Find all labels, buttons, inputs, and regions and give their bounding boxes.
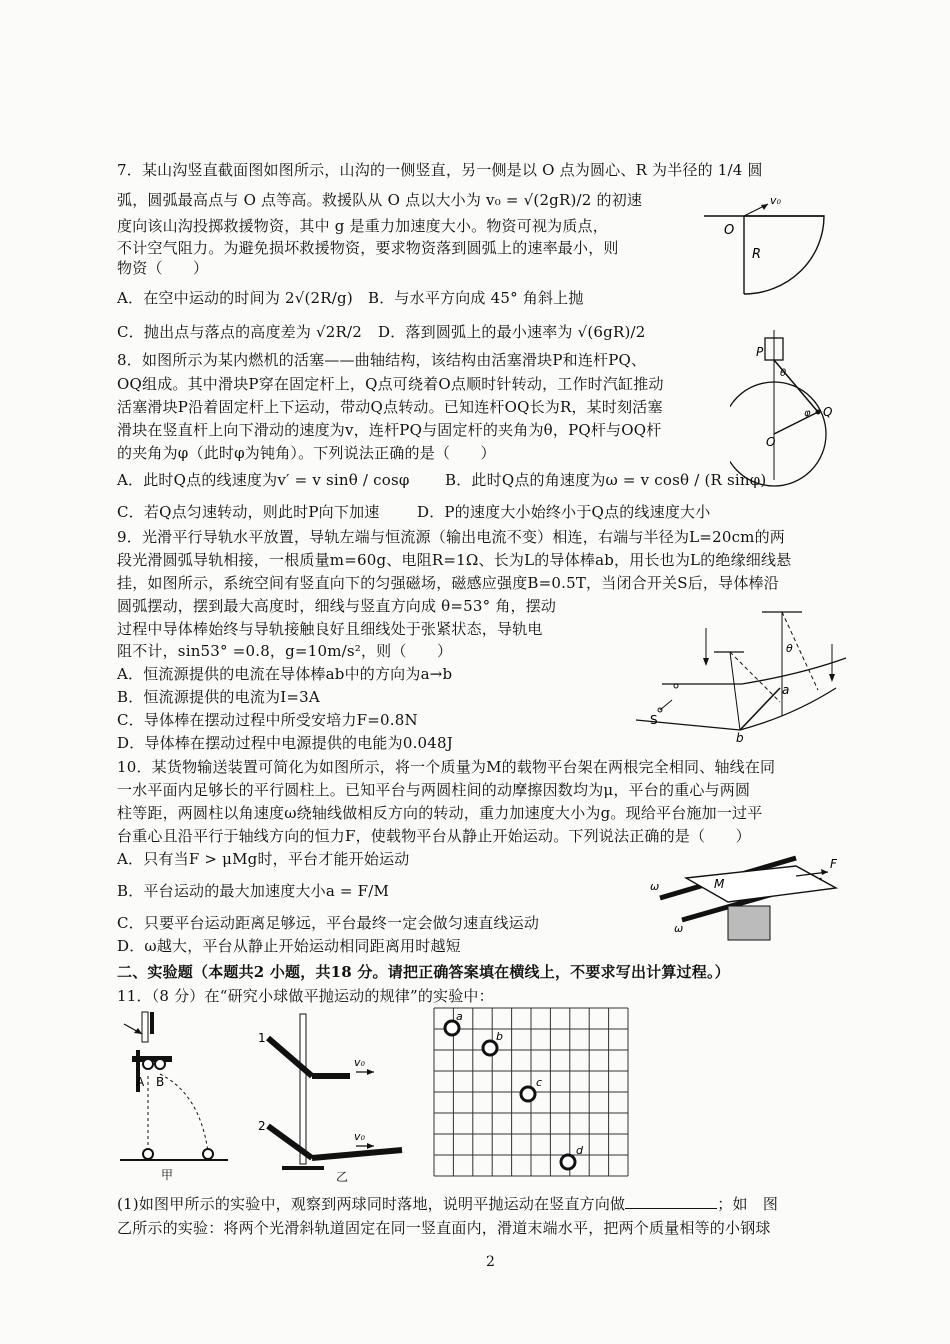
q11-figure-yi bbox=[250, 1008, 410, 1178]
q11-jia-b: B bbox=[156, 1075, 165, 1089]
q11-answer-blank[interactable] bbox=[625, 1194, 717, 1209]
q7-fig-v0: v₀ bbox=[770, 194, 781, 207]
grid-label-c: c bbox=[536, 1076, 543, 1089]
q8-option-b: B．此时Q点的角速度为ω = v cosθ / (R sinφ) bbox=[445, 471, 767, 489]
q10-line4: 台重心且沿平行于轴线方向的恒力F，使载物平台从静止开始运动。下列说法正确的是（ ） bbox=[117, 827, 751, 845]
q8-line2: OQ组成。其中滑块P穿在固定杆上，Q点可绕着O点顺时针转动，工作时汽缸推动 bbox=[117, 375, 664, 393]
q10-line3: 柱等距，两圆柱以角速度ω绕轴线做相反方向的转动，重力加速度大小为g。现给平台施加一过平 bbox=[117, 804, 763, 822]
section-experiment-heading: 二、实验题（本题共2 小题，共18 分。请把正确答案填在横线上，不要求写出计算过程。） bbox=[117, 963, 730, 981]
q9-line6: 阻不计，sin53° =0.8，g=10m/s²，则（ ） bbox=[117, 642, 453, 660]
q7-figure bbox=[700, 188, 840, 300]
q7-line1: 7．某山沟竖直截面图如图所示，山沟的一侧竖直，另一侧是以 O 点为圆心、R 为半径的 1/4 圆 bbox=[117, 161, 763, 179]
q7-option-b: B．与水平方向成 45° 角斜上抛 bbox=[368, 289, 584, 307]
q9-line2: 段光滑圆弧导轨相接，一根质量m=60g、电阻R=1Ω、长为L的导体棒ab，用长也为L的绝缘细线悬 bbox=[117, 551, 792, 569]
q8-figure bbox=[730, 330, 840, 490]
q10-fig-w1: ω bbox=[650, 880, 660, 893]
q10-option-d: D．ω越大，平台从静止开始运动相同距离用时越短 bbox=[117, 937, 461, 955]
q11-jia-a: A bbox=[136, 1075, 145, 1089]
q8-line5: 的夹角为φ（此时φ为钝角）。下列说法正确的是（ ） bbox=[117, 444, 496, 462]
grid-label-a: a bbox=[456, 1010, 463, 1023]
q10-option-b: B．平台运动的最大加速度大小a = F/M bbox=[117, 882, 390, 900]
q7-option-c: C．抛出点与落点的高度差为 √2R/2 bbox=[117, 323, 363, 341]
q8-line1: 8．如图所示为某内燃机的活塞——曲轴结构，该结构由活塞滑块P和连杆PQ、 bbox=[117, 351, 647, 369]
q11-line3: 乙所示的实验：将两个光滑斜轨道固定在同一竖直面内，滑道末端水平，把两个质量相等的小钢球 bbox=[117, 1219, 771, 1237]
q7-line4: 不计空气阻力。为避免损坏救援物资，要求物资落到圆弧上的速率最小，则 bbox=[117, 239, 619, 257]
q11-line2-tail: ；如 图 bbox=[717, 1195, 779, 1213]
grid-point-d bbox=[561, 1155, 575, 1169]
q9-line5: 过程中导体棒始终与导轨接触良好且细线处于张紧状态，导轨电 bbox=[117, 620, 543, 638]
q9-option-d: D．导体棒在摆动过程中电源提供的电能为0.048J bbox=[117, 734, 453, 752]
q9-option-c: C．导体棒在摆动过程中所受安培力F=0.8N bbox=[117, 711, 418, 729]
page-number: 2 bbox=[486, 1254, 495, 1270]
q9-fig-a: a bbox=[782, 683, 790, 697]
q11-line1: 11．（8 分）在“研究小球做平抛运动的规律”的实验中： bbox=[117, 987, 494, 1005]
q9-line1: 9．光滑平行导轨水平放置，导轨左端与恒流源（输出电流不变）相连，右端与半径为L=20cm的两 bbox=[117, 528, 785, 546]
q9-fig-b: b bbox=[736, 731, 744, 744]
q7-line2: 弧，圆弧最高点与 O 点等高。救援队从 O 点以大小为 v₀ = √(2gR)/2 的初速 bbox=[117, 191, 643, 209]
q10-option-c: C．只要平台运动距离足够远，平台最终一定会做匀速直线运动 bbox=[117, 914, 540, 932]
q11-jia-caption: 甲 bbox=[161, 1168, 174, 1182]
q7-line3: 度向该山沟投掷救援物资，其中 g 是重力加速度大小。物资可视为质点， bbox=[117, 217, 608, 235]
q10-fig-w2: ω bbox=[674, 922, 684, 935]
q10-line1: 10．某货物输送装置可简化为如图所示，将一个质量为M的载物平台架在两根完全相同、轴线在同 bbox=[117, 758, 776, 776]
grid-label-d: d bbox=[576, 1144, 583, 1157]
q11-yi-n2: 2 bbox=[258, 1119, 266, 1133]
q8-option-a: A．此时Q点的线速度为v′ = v sinθ / cosφ bbox=[117, 471, 410, 489]
grid-label-b: b bbox=[496, 1030, 503, 1043]
q11-yi-v0a: v₀ bbox=[354, 1056, 365, 1069]
q7-option-d: D．落到圆弧上的最小速率为 √(6gR)/2 bbox=[378, 323, 646, 341]
q11-yi-n1: 1 bbox=[258, 1031, 266, 1045]
q10-fig-f: F bbox=[830, 857, 837, 871]
q10-fig-m: M bbox=[714, 877, 725, 891]
q11-line2-text: (1)如图甲所示的实验中，观察到两球同时落地，说明平抛运动在竖直方向做 bbox=[117, 1195, 626, 1213]
q10-figure bbox=[646, 850, 846, 948]
grid-point-c bbox=[521, 1087, 535, 1101]
q8-fig-theta: θ bbox=[780, 368, 787, 379]
q8-line3: 活塞滑块P沿着固定杆上下运动，带动Q点转动。已知连杆OQ长为R，某时刻活塞 bbox=[117, 398, 663, 416]
q9-option-a: A．恒流源提供的电流在导体棒ab中的方向为a→b bbox=[117, 665, 453, 683]
q8-option-d: D．P的速度大小始终小于Q点的线速度大小 bbox=[417, 503, 711, 521]
q9-line4: 圆弧摆动，摆到最大高度时，细线与竖直方向成 θ=53° 角，摆动 bbox=[117, 597, 557, 615]
q7-line5: 物资（ ） bbox=[117, 259, 209, 277]
q7-option-a: A．在空中运动的时间为 2√(2R/g) bbox=[117, 289, 353, 307]
q8-fig-phi: φ bbox=[804, 408, 811, 419]
q10-line2: 一水平面内足够长的平行圆柱上。已知平台与两圆柱间的动摩擦因数均为μ，平台的重心与两圆 bbox=[117, 781, 751, 799]
q9-fig-s: S bbox=[650, 713, 658, 727]
q11-yi-v0b: v₀ bbox=[354, 1130, 365, 1143]
grid-point-b bbox=[483, 1041, 497, 1055]
q10-option-a: A．只有当F > μMg时，平台才能开始运动 bbox=[117, 850, 410, 868]
q11-line2 bbox=[117, 1194, 778, 1214]
q9-option-b: B．恒流源提供的电流为I=3A bbox=[117, 688, 320, 706]
q8-option-c: C．若Q点匀速转动，则此时P向下加速 bbox=[117, 503, 380, 521]
q9-fig-theta: θ bbox=[786, 642, 793, 655]
q8-line4: 滑块在竖直杆上向下滑动的速度为v，连杆PQ与固定杆的夹角为θ，PQ杆与OQ杆 bbox=[117, 421, 662, 439]
q9-figure bbox=[632, 604, 854, 744]
q7-fig-r: R bbox=[752, 247, 762, 262]
q11-figure-jia bbox=[112, 1004, 236, 1166]
q8-fig-q: Q bbox=[823, 405, 833, 419]
q11-grid-figure bbox=[432, 1006, 634, 1180]
q7-fig-o: O bbox=[724, 223, 735, 238]
q8-fig-o: O bbox=[766, 435, 776, 449]
q9-line3: 挂，如图所示，系统空间有竖直向下的匀强磁场，磁感应强度B=0.5T，当闭合开关S后，导体棒沿 bbox=[117, 574, 779, 592]
q8-fig-p: P bbox=[756, 345, 764, 359]
q11-yi-caption: 乙 bbox=[336, 1170, 349, 1184]
grid-point-a bbox=[445, 1021, 459, 1035]
